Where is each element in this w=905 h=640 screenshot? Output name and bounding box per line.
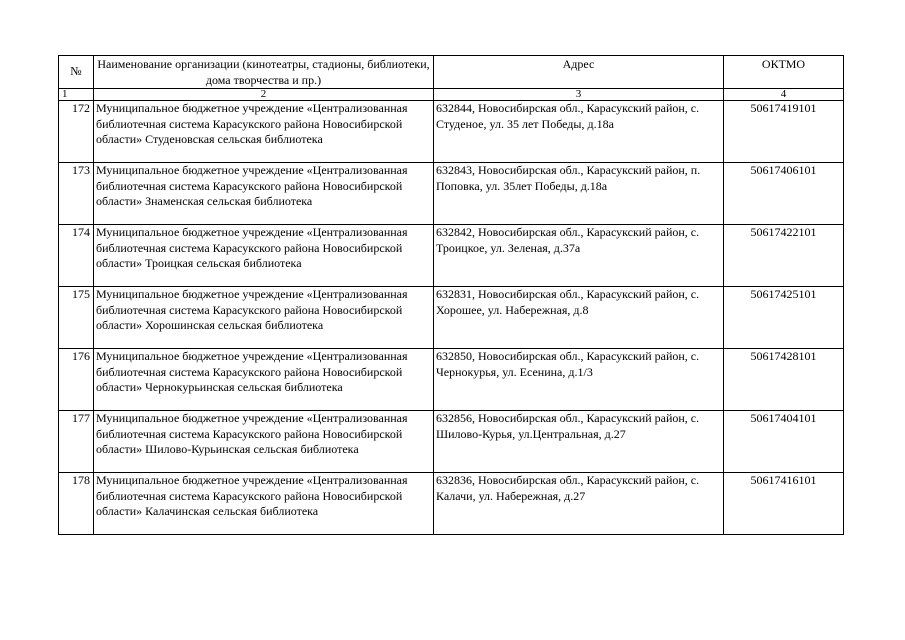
row-name-cell — [94, 163, 434, 225]
row-address: 632844, Новосибирская обл., Карасукский район, с. Студеное, ул. 35 лет Победы, д.18а — [434, 101, 724, 163]
row-name: Муниципальное бюджетное учреждение «Централизованная библиотечная система Карасукского района Новосибирской области» Шилово-Курьинская сельская библиотека — [96, 411, 408, 457]
table-row — [59, 473, 844, 535]
row-name: Муниципальное бюджетное учреждение «Централизованная библиотечная система Карасукского района Новосибирской области» Знаменская сельская библиотека — [96, 163, 408, 209]
row-name-cell — [94, 225, 434, 287]
row-oktmo: 50617404101 — [724, 411, 844, 473]
row-address: 632831, Новосибирская обл., Карасукский район, с. Хорошее, ул. Набережная, д.8 — [434, 287, 724, 349]
column-number: 3 — [434, 89, 724, 101]
row-number: 174 — [59, 225, 94, 287]
row-number: 175 — [59, 287, 94, 349]
row-name: Муниципальное бюджетное учреждение «Централизованная библиотечная система Карасукского района Новосибирской области» Троицкая сельская библиотека — [96, 225, 408, 271]
table-row — [59, 349, 844, 411]
header-oktmo: ОКТМО — [724, 56, 844, 89]
row-oktmo: 50617419101 — [724, 101, 844, 163]
row-oktmo: 50617422101 — [724, 225, 844, 287]
row-number: 172 — [59, 101, 94, 163]
row-oktmo: 50617416101 — [724, 473, 844, 535]
table-header-row — [59, 56, 844, 89]
row-name: Муниципальное бюджетное учреждение «Централизованная библиотечная система Карасукского района Новосибирской области» Чернокурьинская сельская библиотека — [96, 349, 408, 395]
row-name-cell — [94, 287, 434, 349]
row-name-cell — [94, 473, 434, 535]
row-number: 176 — [59, 349, 94, 411]
row-number: 178 — [59, 473, 94, 535]
table-row — [59, 101, 844, 163]
header-address: Адрес — [434, 56, 724, 89]
row-name: Муниципальное бюджетное учреждение «Централизованная библиотечная система Карасукского района Новосибирской области» Хорошинская сельская библиотека — [96, 287, 408, 333]
table-row — [59, 225, 844, 287]
row-oktmo: 50617428101 — [724, 349, 844, 411]
row-address: 632843, Новосибирская обл., Карасукский район, п. Поповка, ул. 35лет Победы, д.18а — [434, 163, 724, 225]
row-oktmo: 50617425101 — [724, 287, 844, 349]
column-numbers-row — [59, 89, 844, 101]
row-name: Муниципальное бюджетное учреждение «Централизованная библиотечная система Карасукского района Новосибирской области» Калачинская сельская библиотека — [96, 473, 408, 519]
column-number: 4 — [724, 89, 844, 101]
table-row — [59, 287, 844, 349]
organizations-table — [58, 55, 844, 535]
header-name-text: Наименование организации (кинотеатры, стадионы, библиотеки, дома творчества и пр.) — [97, 57, 430, 87]
header-name — [94, 56, 434, 89]
row-number: 177 — [59, 411, 94, 473]
row-address: 632856, Новосибирская обл., Карасукский район, с. Шилово-Курья, ул.Центральная, д.27 — [434, 411, 724, 473]
row-name-cell — [94, 101, 434, 163]
column-number: 1 — [59, 89, 94, 101]
row-name-cell — [94, 411, 434, 473]
row-number: 173 — [59, 163, 94, 225]
row-address: 632836, Новосибирская обл., Карасукский район, с. Калачи, ул. Набережная, д.27 — [434, 473, 724, 535]
column-number: 2 — [94, 89, 434, 101]
table-row — [59, 163, 844, 225]
header-num: № — [59, 56, 94, 89]
row-oktmo: 50617406101 — [724, 163, 844, 225]
row-name: Муниципальное бюджетное учреждение «Централизованная библиотечная система Карасукского района Новосибирской области» Студеновская сельская библиотека — [96, 101, 408, 147]
row-address: 632850, Новосибирская обл., Карасукский район, с. Чернокурья, ул. Есенина, д.1/3 — [434, 349, 724, 411]
row-name-cell — [94, 349, 434, 411]
table-row — [59, 411, 844, 473]
row-address: 632842, Новосибирская обл., Карасукский район, с. Троицкое, ул. Зеленая, д.37а — [434, 225, 724, 287]
